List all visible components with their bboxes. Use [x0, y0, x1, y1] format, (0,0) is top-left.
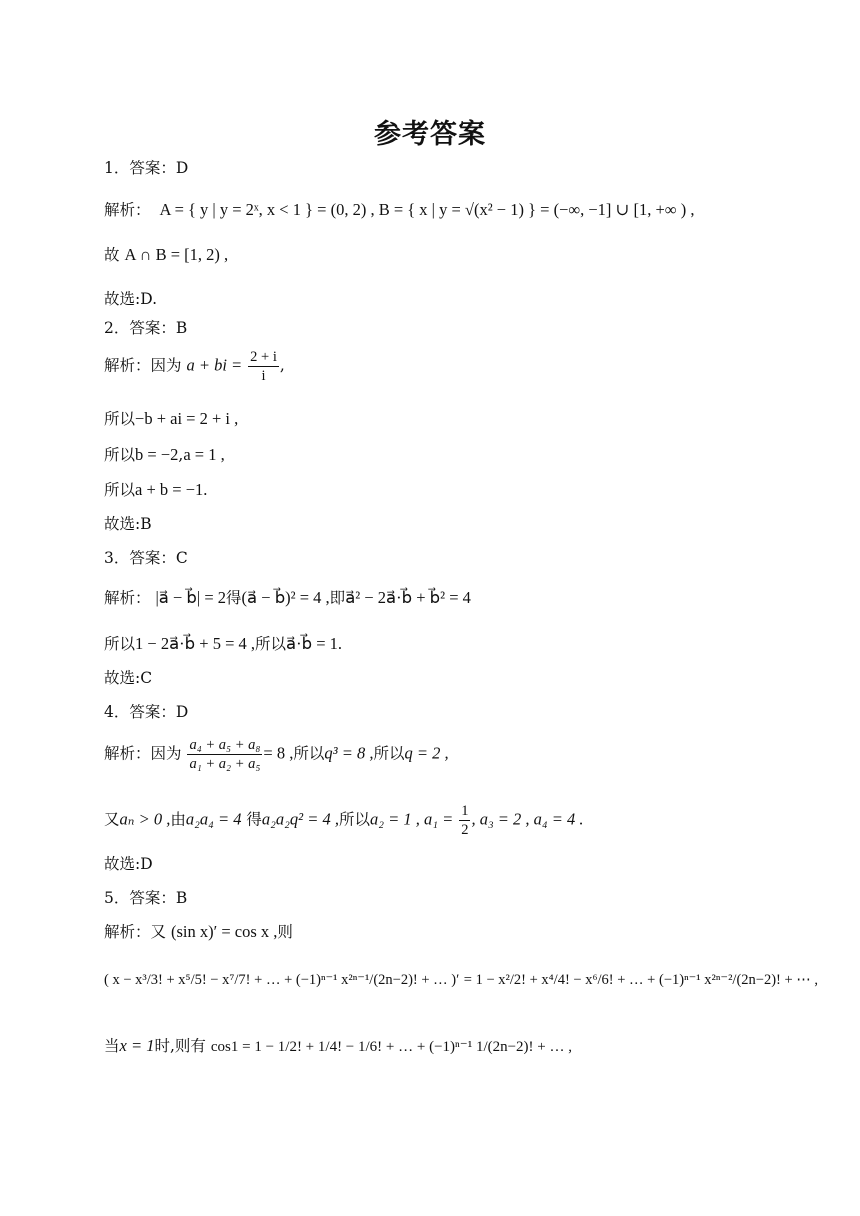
math-sub: 1 − 2a⃗·b⃗ + 5 = 4 , [135, 634, 256, 653]
math-norm: |a⃗ − b⃗| = 2 [155, 588, 227, 607]
math-dot: a⃗·b⃗ = 1. [286, 634, 343, 653]
math-sets: A = { y | y = 2ˣ, x < 1 } = (0, 2) , B = { x | y = √(x² − 1) } = (−∞, −1] ∪ [1, +∞ ) , [159, 200, 695, 219]
text-shi: 时,则有 [154, 1037, 206, 1055]
math-eq8: = 8 , [263, 743, 294, 763]
answer-5: 5．答案：B [104, 889, 188, 907]
math-q: q = 2 , [404, 743, 449, 763]
fraction-ratio [187, 736, 262, 773]
fraction-half [459, 802, 470, 839]
analysis-2-line3: 所以b = −2,a = 1 , [104, 445, 225, 464]
analysis-label: 解析： [104, 744, 151, 763]
analysis-1-line2 [104, 243, 228, 267]
text-so: 所以 [255, 635, 287, 653]
analysis-label: 解析： [104, 923, 151, 941]
text-so: 所以 [293, 744, 325, 763]
text-because: 因为 [150, 356, 182, 375]
fraction-denominator: 2 [461, 822, 469, 838]
text-so: 所以 [104, 410, 136, 428]
math-x1: x = 1 [119, 1036, 155, 1055]
text-you: 又 [104, 810, 120, 829]
answer-2: 2．答案：B [104, 319, 188, 337]
text-de: 得 [246, 810, 262, 829]
math-step2a: b = −2 [135, 445, 179, 464]
analysis-4-line1 [104, 736, 449, 773]
conclusion-1: 故选:D. [104, 290, 158, 308]
analysis-5-line3 [104, 1034, 572, 1059]
fraction [248, 348, 279, 385]
text-so: 所以 [104, 635, 136, 653]
math-series-rhs: = 1 − x²/2! + x⁴/4! − x⁶/6! + … + (−1)ⁿ⁻¹ x²ⁿ⁻²/(2n−2)! + ⋯ , [463, 972, 819, 988]
conclusion-4: 故选:D [104, 855, 153, 873]
page-title: 参考答案 [374, 119, 486, 150]
math-prod: a₂a₄ = 4 [185, 809, 242, 829]
answer-4: 4．答案：D [104, 703, 189, 721]
math-intersection: A ∩ B = [1, 2) , [124, 245, 229, 264]
fraction-denominator: a₁ + a₂ + a₅ [189, 756, 261, 772]
text-so: 所以 [104, 446, 136, 464]
analysis-5-line1 [104, 920, 293, 944]
text-ze: 则 [277, 923, 293, 941]
text-because: 因为 [150, 744, 182, 763]
math-lhs: a + bi = [186, 355, 243, 375]
text-gu: 故 [104, 246, 125, 264]
conclusion-3: 故选:C [104, 669, 153, 687]
math-cos1: cos1 = 1 − 1/2! + 1/4! − 1/6! + … + (−1)ⁿ⁻¹ 1/(2n−2)! + … , [210, 1039, 573, 1055]
math-q3: q³ = 8 , [324, 743, 374, 763]
text-dang: 当 [104, 1037, 120, 1055]
fraction-numerator: 2 + i [250, 349, 277, 365]
analysis-2-line4 [104, 478, 207, 502]
fraction-numerator: a₄ + a₅ + a₈ [189, 737, 261, 753]
analysis-label: 解析： [104, 201, 151, 219]
conclusion-2: 故选:B [104, 515, 152, 533]
math-step1: −b + ai = 2 + i , [135, 409, 239, 428]
analysis-5-series [104, 968, 818, 992]
math-derivative: (sin x)′ = cos x , [170, 922, 278, 941]
math-a2: a₂ = 1 , a₁ = [370, 809, 454, 829]
math-step2b: a = 1 , [183, 445, 225, 464]
text-so: 所以 [338, 810, 370, 829]
analysis-label: 解析： [104, 356, 151, 375]
text-de: 得 [226, 589, 242, 607]
analysis-1-line1 [104, 198, 694, 222]
analysis-2-line2 [104, 407, 238, 431]
analysis-3-line2 [104, 632, 342, 656]
fraction-numerator: 1 [461, 803, 469, 819]
text-ji: 即 [329, 589, 346, 607]
math-prod2: a₂a₂q² = 4 , [261, 809, 339, 829]
text-so: 所以 [104, 481, 136, 499]
answer-3: 3．答案：C [104, 549, 188, 567]
math-rest: , a₃ = 2 , a₄ = 4 . [471, 809, 584, 829]
comma: , [279, 356, 285, 375]
analysis-4-line2 [104, 802, 584, 839]
math-square: (a⃗ − b⃗)² = 4 , [241, 588, 330, 607]
fraction-denominator: i [248, 366, 279, 385]
math-an: aₙ > 0 , [119, 809, 171, 829]
text-you2: 由 [170, 810, 186, 829]
analysis-2-line1 [104, 348, 285, 385]
text-you: 又 [150, 923, 167, 941]
math-expand: a⃗² − 2a⃗·b⃗ + b⃗² = 4 [345, 588, 471, 607]
text-so: 所以 [373, 744, 405, 763]
analysis-label: 解析： [104, 589, 151, 607]
math-series-lhs: ( x − x³/3! + x⁵/5! − x⁷/7! + … + (−1)ⁿ⁻¹ x²ⁿ⁻¹/(2n−2)! + … )′ [104, 972, 460, 988]
analysis-3-line1 [104, 586, 471, 610]
answer-1: 1．答案：D [104, 159, 189, 177]
math-step3: a + b = −1. [135, 480, 208, 499]
